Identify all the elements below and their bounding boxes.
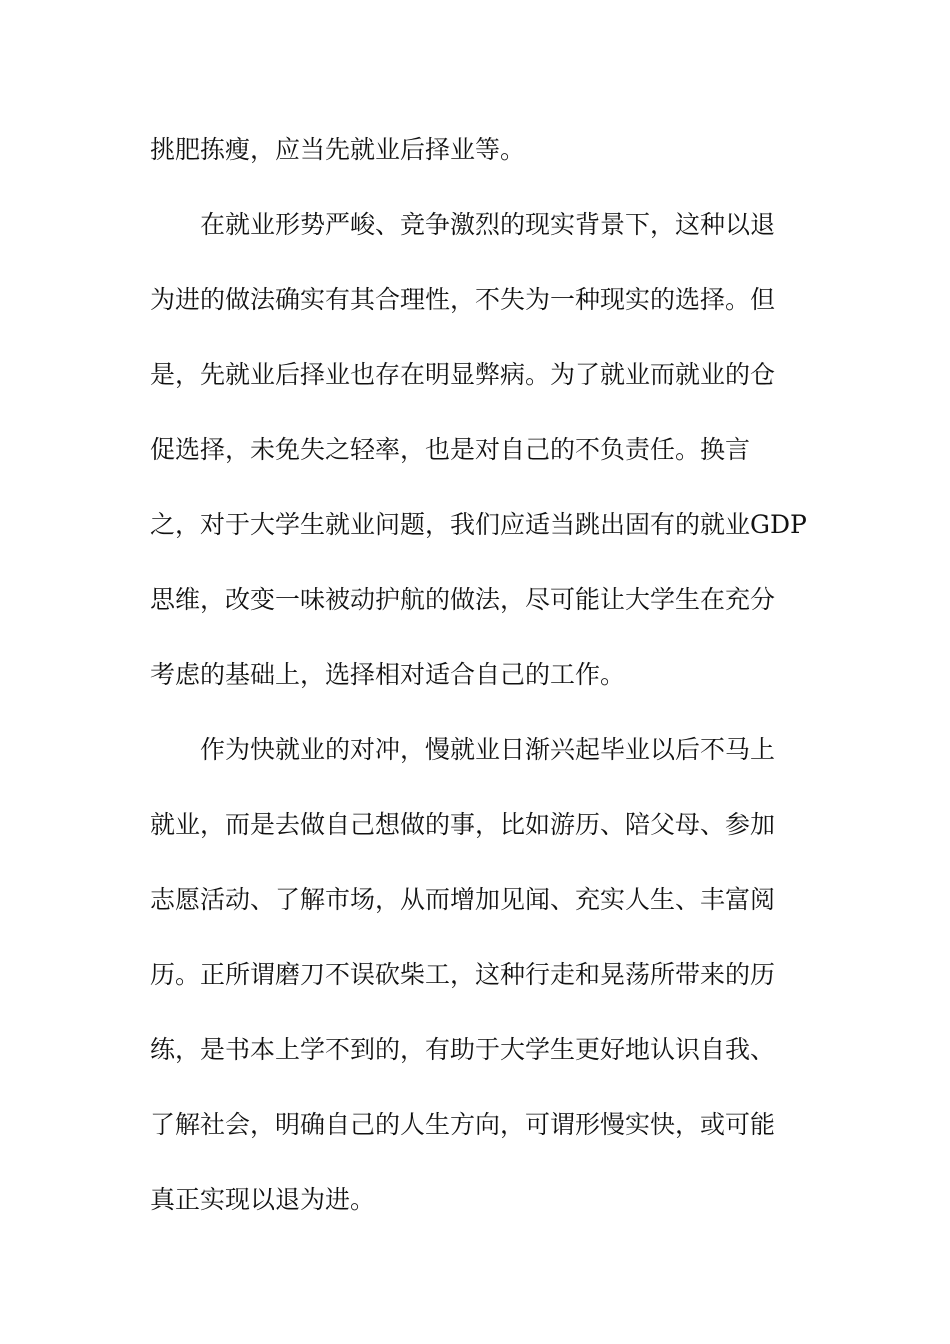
text-line: 就业，而是去做自己想做的事，比如游历、陪父母、参加 [150, 810, 776, 839]
text-line: 练，是书本上学不到的，有助于大学生更好地认识自我、 [150, 1035, 776, 1064]
text-line: 之，对于大学生就业问题，我们应适当跳出固有的就业GDP [150, 510, 807, 539]
text-line: 志愿活动、了解市场，从而增加见闻、充实人生、丰富阅 [150, 885, 776, 914]
text-line: 促选择，未免失之轻率，也是对自己的不负责任。换言 [150, 435, 751, 464]
text-line: 是，先就业后择业也存在明显弊病。为了就业而就业的仓 [150, 360, 776, 389]
text-line: 了解社会，明确自己的人生方向，可谓形慢实快，或可能 [150, 1110, 776, 1139]
text-line: 挑肥拣瘦，应当先就业后择业等。 [150, 135, 526, 164]
text-line: 考虑的基础上，选择相对适合自己的工作。 [150, 660, 626, 689]
text-line: 思维，改变一味被动护航的做法，尽可能让大学生在充分 [150, 585, 776, 614]
text-line: 真正实现以退为进。 [150, 1185, 376, 1214]
text-line: 为进的做法确实有其合理性，不失为一种现实的选择。但 [150, 285, 776, 314]
paragraph-first-line: 在就业形势严峻、竞争激烈的现实背景下，这种以退 [200, 210, 776, 239]
paragraph-first-line: 作为快就业的对冲，慢就业日渐兴起毕业以后不马上 [200, 735, 776, 764]
text-line: 历。正所谓磨刀不误砍柴工，这种行走和晃荡所带来的历 [150, 960, 776, 989]
